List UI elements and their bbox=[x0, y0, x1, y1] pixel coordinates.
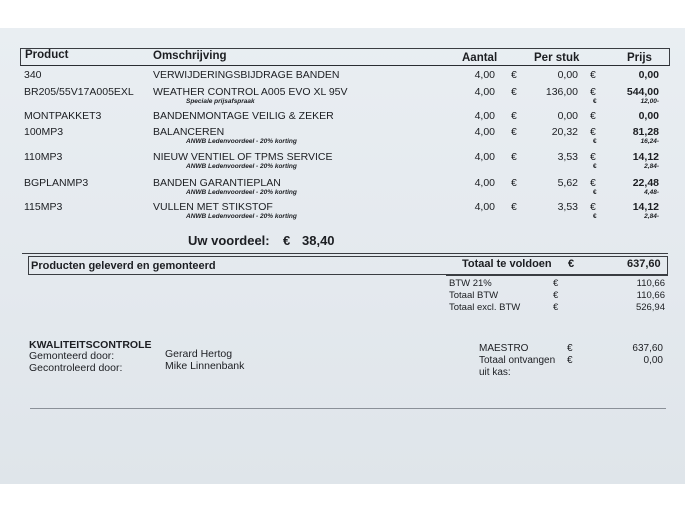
line-description: NIEUW VENTIEL OF TPMS SERVICE bbox=[153, 151, 333, 163]
kwaliteit-title: KWALITEITSCONTROLE bbox=[29, 339, 152, 351]
btw-currency: € bbox=[553, 290, 559, 301]
line-currency-unit: € bbox=[511, 69, 517, 81]
line-currency-unit: € bbox=[511, 110, 517, 122]
line-currency-unit: € bbox=[511, 177, 517, 189]
btw-label: BTW 21% bbox=[449, 278, 492, 289]
payment-value: 0,00 bbox=[643, 355, 663, 366]
line-description: BALANCEREN bbox=[153, 126, 225, 138]
line-quantity: 4,00 bbox=[474, 69, 495, 81]
line-quantity: 4,00 bbox=[474, 177, 495, 189]
btw-top-line bbox=[446, 275, 668, 276]
line-code: BGPLANMP3 bbox=[24, 177, 89, 189]
line-currency-discount: € bbox=[593, 213, 597, 220]
btw-value: 110,66 bbox=[636, 290, 665, 301]
line-note: ANWB Ledenvoordeel - 20% korting bbox=[186, 213, 297, 220]
line-discount: 2,84- bbox=[644, 213, 659, 220]
payment-label: uit kas: bbox=[479, 367, 511, 378]
line-note: ANWB Ledenvoordeel - 20% korting bbox=[186, 138, 297, 145]
payment-currency: € bbox=[567, 343, 573, 354]
line-price: 0,00 bbox=[638, 69, 659, 81]
line-discount: 12,00- bbox=[640, 98, 659, 105]
line-unit-price: 3,53 bbox=[557, 151, 578, 163]
line-quantity: 4,00 bbox=[474, 86, 495, 98]
geleverd-label: Producten geleverd en gemonteerd bbox=[31, 260, 216, 272]
line-currency-unit: € bbox=[511, 126, 517, 138]
payment-value: 637,60 bbox=[632, 343, 663, 354]
line-note: Speciale prijsafspraak bbox=[186, 98, 255, 105]
gecontroleerd-name: Mike Linnenbank bbox=[165, 360, 245, 372]
line-price: 0,00 bbox=[638, 110, 659, 122]
line-currency-unit: € bbox=[511, 86, 517, 98]
line-currency-unit: € bbox=[511, 151, 517, 163]
voordeel-label: Uw voordeel: bbox=[188, 233, 270, 248]
header-aantal: Aantal bbox=[462, 52, 498, 64]
btw-label: Totaal excl. BTW bbox=[449, 302, 521, 313]
line-currency-discount: € bbox=[593, 163, 597, 170]
line-discount: 2,84- bbox=[644, 163, 659, 170]
line-currency-price: € bbox=[590, 151, 596, 163]
line-quantity: 4,00 bbox=[474, 126, 495, 138]
line-currency-price: € bbox=[590, 126, 596, 138]
line-currency-price: € bbox=[590, 69, 596, 81]
line-code: 115MP3 bbox=[24, 201, 63, 213]
btw-value: 526,94 bbox=[635, 302, 665, 313]
line-code: MONTPAKKET3 bbox=[24, 110, 102, 122]
line-currency-discount: € bbox=[593, 98, 597, 105]
line-discount: 16,24- bbox=[640, 138, 659, 145]
line-unit-price: 5,62 bbox=[557, 177, 578, 189]
line-currency-discount: € bbox=[593, 189, 597, 196]
voordeel-currency: € bbox=[283, 233, 291, 248]
line-unit-price: 0,00 bbox=[557, 110, 578, 122]
payment-currency: € bbox=[567, 355, 573, 366]
line-quantity: 4,00 bbox=[474, 201, 495, 213]
line-description: WEATHER CONTROL A005 EVO XL 95V bbox=[153, 86, 348, 98]
line-quantity: 4,00 bbox=[474, 151, 495, 163]
line-currency-discount: € bbox=[593, 138, 597, 145]
line-code: 340 bbox=[24, 69, 42, 81]
voordeel-amount: 38,40 bbox=[302, 233, 335, 248]
line-description: BANDEN GARANTIEPLAN bbox=[153, 177, 281, 189]
line-unit-price: 3,53 bbox=[557, 201, 578, 213]
line-price: 14,12 bbox=[632, 201, 659, 213]
line-unit-price: 136,00 bbox=[545, 86, 578, 98]
gemonteerd-name: Gerard Hertog bbox=[165, 348, 233, 360]
line-description: VULLEN MET STIKSTOF bbox=[153, 201, 273, 213]
line-code: 100MP3 bbox=[24, 126, 64, 138]
line-currency-price: € bbox=[590, 177, 596, 189]
payment-label: MAESTRO bbox=[479, 343, 529, 354]
line-currency-price: € bbox=[590, 201, 596, 213]
line-description: BANDENMONTAGE VEILIG & ZEKER bbox=[153, 110, 334, 122]
btw-currency: € bbox=[553, 278, 559, 289]
gemonteerd-label: Gemonteerd door: bbox=[29, 350, 115, 362]
line-discount: 4,48- bbox=[644, 189, 659, 196]
header-prijs: Prijs bbox=[627, 52, 652, 64]
footer-line bbox=[30, 408, 666, 409]
line-note: ANWB Ledenvoordeel - 20% korting bbox=[186, 163, 297, 170]
totaal-currency: € bbox=[568, 258, 575, 270]
line-quantity: 4,00 bbox=[474, 110, 495, 122]
line-unit-price: 20,32 bbox=[551, 126, 578, 138]
totaal-te-voldoen-value: 637,60 bbox=[627, 258, 661, 270]
header-omschrijving: Omschrijving bbox=[153, 50, 227, 62]
line-currency-price: € bbox=[590, 86, 596, 98]
totaal-te-voldoen-label: Totaal te voldoen bbox=[462, 258, 552, 270]
btw-label: Totaal BTW bbox=[449, 290, 499, 301]
btw-currency: € bbox=[553, 302, 559, 313]
gecontroleerd-label: Gecontroleerd door: bbox=[29, 362, 123, 374]
line-price: 544,00 bbox=[626, 86, 659, 98]
line-price: 14,12 bbox=[632, 151, 659, 163]
line-currency-unit: € bbox=[511, 201, 517, 213]
line-code: BR205/55V17A005EXL bbox=[24, 86, 134, 98]
header-per-stuk: Per stuk bbox=[534, 52, 580, 64]
line-price: 81,28 bbox=[632, 126, 659, 138]
line-unit-price: 0,00 bbox=[557, 69, 578, 81]
line-description: VERWIJDERINGSBIJDRAGE BANDEN bbox=[153, 69, 340, 81]
separator-line bbox=[22, 253, 668, 254]
header-product: Product bbox=[25, 49, 69, 61]
line-currency-price: € bbox=[590, 110, 596, 122]
line-price: 22,48 bbox=[632, 177, 659, 189]
btw-value: 110,66 bbox=[636, 278, 665, 289]
line-code: 110MP3 bbox=[24, 151, 63, 163]
line-note: ANWB Ledenvoordeel - 20% korting bbox=[186, 189, 297, 196]
payment-label: Totaal ontvangen bbox=[479, 355, 556, 366]
